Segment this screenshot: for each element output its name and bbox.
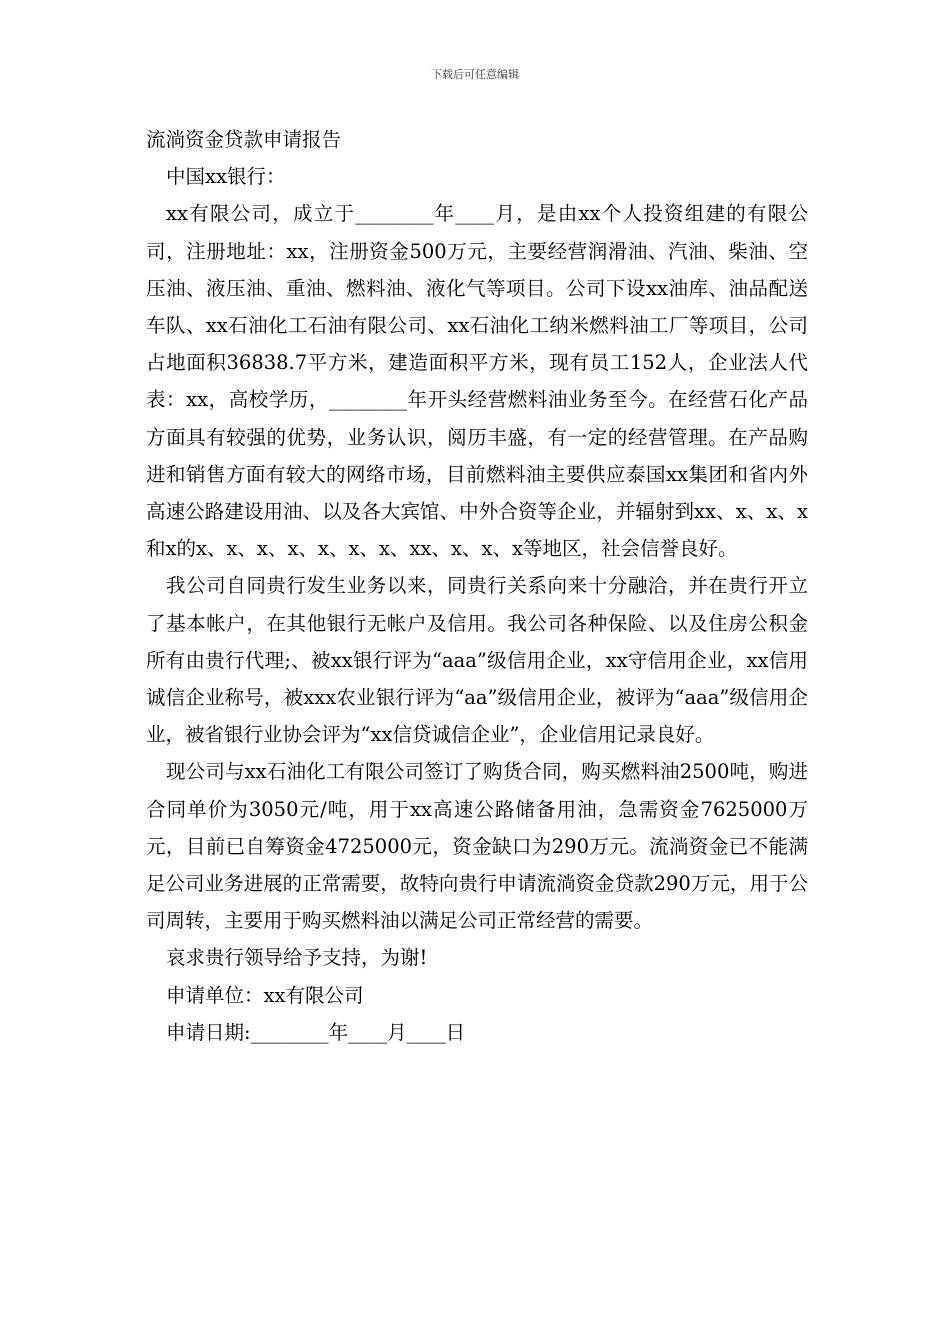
salutation: 中国xx银行： [166, 165, 286, 189]
page-header-note: 下载后可任意编辑 [431, 68, 519, 81]
apply-date-line: 申请日期:________年____月____日 [166, 1020, 466, 1044]
paragraph-company-intro: xx有限公司，成立于________年____月，是由xx个人投资组建的有限公司，注册地址：xx，注册资金500万元，主要经营润滑油、汽油、柴油、空压油、液压油、重油、燃料油、液化气等项目。公司下设xx油库、油品配送车队、xx石油化工石油有限公司、xx石油化工纳米燃料油工厂等项目，公司占地面积36838.7平方米，建造面积平方米，现有员工152人，企业法人代表：xx，高校学历，________年开头经营燃料油业务至今。在经营石化产品方面具有较强的优势，业务认识，阅历丰盛，有一定的经营管理。在产品购进和销售方面有较大的网络市场，目前燃料油主要供应泰国xx集团和省内外高速公路建设用油、以及各大宾馆、中外合资等企业，并辐射到xx、x、x、x和x的x、x、x、x、x、x、x、xx、x、x、x等地区，社会信誉良好。 [146, 202, 808, 561]
paragraph-loan-request: 现公司与xx石油化工有限公司签订了购货合同，购买燃料油2500吨，购进合同单价为3050元/吨，用于xx高速公路储备用油，急需资金7625000万元，目前已自筹资金4725000元，资金缺口为290万元。流淌资金已不能满足公司业务进展的正常需要，故特向贵行申请流淌资金贷款290万元，用于公司周转，主要用于购买燃料油以满足公司正常经营的需要。 [146, 760, 808, 933]
applicant-line: 申请单位：xx有限公司 [166, 983, 364, 1007]
document-title: 流淌资金贷款申请报告 [146, 128, 342, 151]
document-body [146, 121, 808, 1051]
paragraph-bank-relationship: 我公司自同贵行发生业务以来，同贵行关系向来十分融洽，并在贵行开立了基本帐户，在其他银行无帐户及信用。我公司各种保险、以及住房公积金所有由贵行代理;、被xx银行评为“aaa”级信用企业，xx守信用企业，xx信用诚信企业称号，被xxx农业银行评为“aa”级信用企业，被评为“aaa”级信用企业，被省银行业协会评为“xx信贷诚信企业”，企业信用记录良好。 [146, 574, 808, 747]
paragraph-closing: 哀求贵行领导给予支持，为谢! [166, 946, 428, 970]
